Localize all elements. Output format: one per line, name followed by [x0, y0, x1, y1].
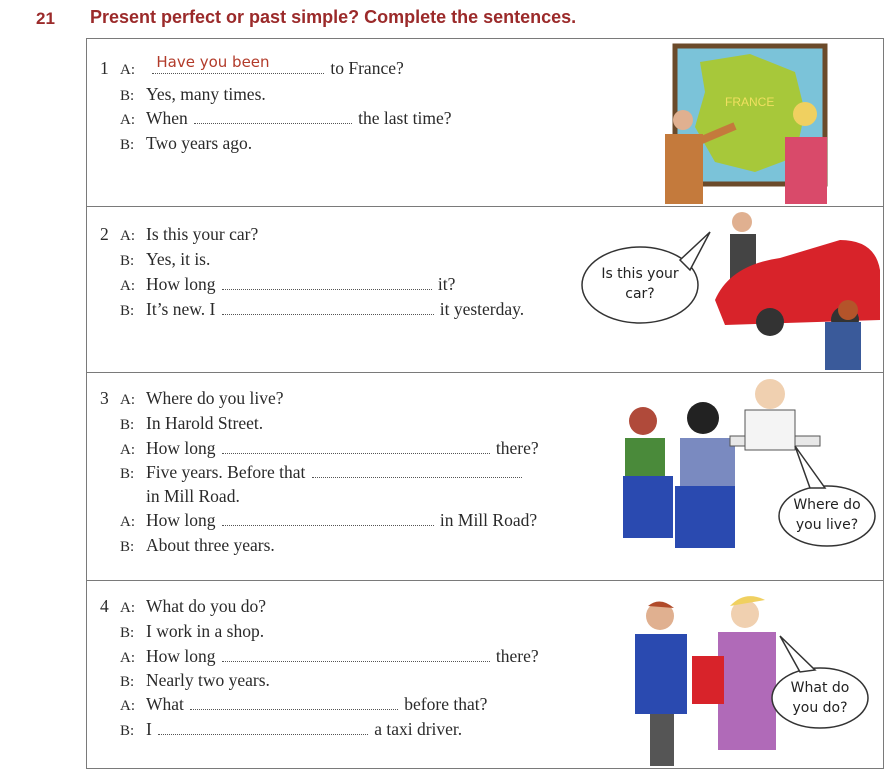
speaker: B: [120, 466, 135, 482]
s4-line-6 [120, 719, 462, 741]
man-body [680, 438, 735, 493]
s2-line-3 [120, 274, 455, 296]
line-text: it yesterday. [439, 299, 525, 319]
line-text: How long [146, 646, 216, 666]
speaker: B: [120, 723, 135, 739]
line-text: I [146, 719, 152, 739]
woman-body [785, 137, 827, 204]
line-text: Nearly two years. [146, 670, 270, 690]
s1-line-1 [100, 53, 404, 80]
bubble-tail [795, 446, 825, 488]
s3-line-4 [120, 462, 528, 484]
chair [675, 486, 735, 548]
section-number: 1 [100, 58, 109, 78]
speaker: A: [120, 392, 135, 408]
s4-line-5 [120, 694, 487, 716]
speech-bubble [582, 247, 698, 323]
s4-line-3 [120, 646, 539, 668]
bubble-text-2: car? [625, 286, 655, 302]
section-number: 2 [100, 224, 109, 244]
line-text: Is this your car? [146, 224, 259, 244]
illustration-car [580, 210, 880, 370]
line-text: What do you do? [146, 596, 267, 616]
man-legs [650, 714, 674, 766]
line-text: How long [146, 438, 216, 458]
man-head [673, 110, 693, 130]
line-text: Yes, many times. [146, 84, 266, 104]
line-text: the last time? [358, 108, 452, 128]
man-head [732, 212, 752, 232]
line-text: in Mill Road? [439, 510, 538, 530]
woman-head [793, 102, 817, 126]
line-text: How long [146, 510, 216, 530]
s3-line-7 [120, 535, 275, 557]
s3-line-5 [146, 486, 240, 506]
s4-line-2 [120, 621, 264, 643]
speaker: A: [120, 698, 135, 714]
line-text: How long [146, 274, 216, 294]
answer-blank[interactable] [190, 695, 398, 710]
answer-blank[interactable] [158, 720, 368, 735]
speech-bubble [779, 486, 875, 546]
chair [623, 476, 673, 538]
line-text: Two years ago. [146, 133, 253, 153]
bubble-tail [680, 232, 710, 270]
section-divider [86, 580, 884, 581]
s3-line-3 [120, 438, 539, 460]
answer-blank[interactable] [152, 53, 324, 74]
bubble-text-2: you live? [795, 517, 859, 533]
answer-blank[interactable] [222, 511, 434, 526]
line-text: in Mill Road. [146, 486, 240, 506]
speaker: B: [120, 88, 135, 104]
woman-coat [718, 632, 776, 750]
line-text: Where do you live? [146, 388, 284, 408]
speaker: A: [120, 442, 135, 458]
speaker: B: [120, 303, 135, 319]
bubble-text-1: Where do [793, 497, 861, 513]
answer-blank[interactable] [222, 275, 432, 290]
speaker: B: [120, 137, 135, 153]
map-label: FRANCE [725, 95, 775, 109]
speech-bubble [772, 668, 868, 728]
line-text: About three years. [146, 535, 275, 555]
filled-answer: Have you been [156, 53, 270, 71]
s1-line-2 [120, 84, 266, 106]
section-number: 3 [100, 388, 109, 408]
car-wheel [756, 308, 784, 336]
line-text: Five years. Before that [146, 462, 306, 482]
speaker: A: [120, 278, 135, 294]
line-text: It’s new. I [146, 299, 216, 319]
interviewer-body [745, 410, 795, 450]
answer-blank[interactable] [312, 463, 522, 478]
speaker: B: [120, 539, 135, 555]
exercise-title: Present perfect or past simple? Complete the sentences. [90, 7, 577, 27]
s2-line-1 [100, 224, 258, 246]
clipboard [692, 656, 724, 704]
line-text: a taxi driver. [374, 719, 463, 739]
interviewer-head [755, 379, 785, 409]
line-text: What [146, 694, 184, 714]
line-text: there? [495, 646, 539, 666]
s4-line-1 [100, 596, 266, 618]
exercise-number: 21 [36, 9, 55, 28]
line-text: Yes, it is. [146, 249, 211, 269]
speaker: A: [120, 514, 135, 530]
man-head [687, 402, 719, 434]
bubble-text-1: What do [790, 680, 850, 696]
s2-line-2 [120, 249, 210, 271]
s3-line-2 [120, 413, 263, 435]
s3-line-6 [120, 510, 537, 532]
line-text: before that? [404, 694, 488, 714]
answer-blank[interactable] [222, 439, 490, 454]
section-divider [86, 206, 884, 207]
illustration-map-france [655, 42, 835, 204]
illustration-interview [615, 376, 880, 578]
line-text: it? [437, 274, 456, 294]
line-text: When [146, 108, 188, 128]
section-divider [86, 372, 884, 373]
speaker: B: [120, 417, 135, 433]
line-text: In Harold Street. [146, 413, 264, 433]
speaker: A: [120, 112, 135, 128]
s4-line-4 [120, 670, 270, 692]
speaker: B: [120, 625, 135, 641]
speaker: A: [120, 650, 135, 666]
line-text: I work in a shop. [146, 621, 265, 641]
woman-head [629, 407, 657, 435]
s1-line-3 [120, 108, 451, 130]
speaker: A: [120, 600, 135, 616]
bubble-text-1: Is this your [601, 266, 679, 282]
answer-blank[interactable] [222, 300, 434, 315]
speaker: A: [120, 62, 135, 78]
line-text: to France? [330, 58, 404, 78]
answer-blank[interactable] [222, 647, 490, 662]
illustration-survey [620, 586, 880, 766]
speaker: B: [120, 253, 135, 269]
bubble-tail [780, 636, 815, 672]
section-number: 4 [100, 596, 109, 616]
man-jacket [635, 634, 687, 714]
bubble-text-2: you do? [792, 700, 848, 716]
s3-line-1 [100, 388, 284, 410]
speaker: B: [120, 674, 135, 690]
answer-blank[interactable] [194, 109, 352, 124]
woman-body [825, 322, 861, 370]
exercise-header [0, 0, 888, 34]
s2-line-4 [120, 299, 524, 321]
man-body [665, 134, 703, 204]
speaker: A: [120, 228, 135, 244]
woman-head [838, 300, 858, 320]
line-text: there? [495, 438, 539, 458]
s1-line-4 [120, 133, 252, 155]
